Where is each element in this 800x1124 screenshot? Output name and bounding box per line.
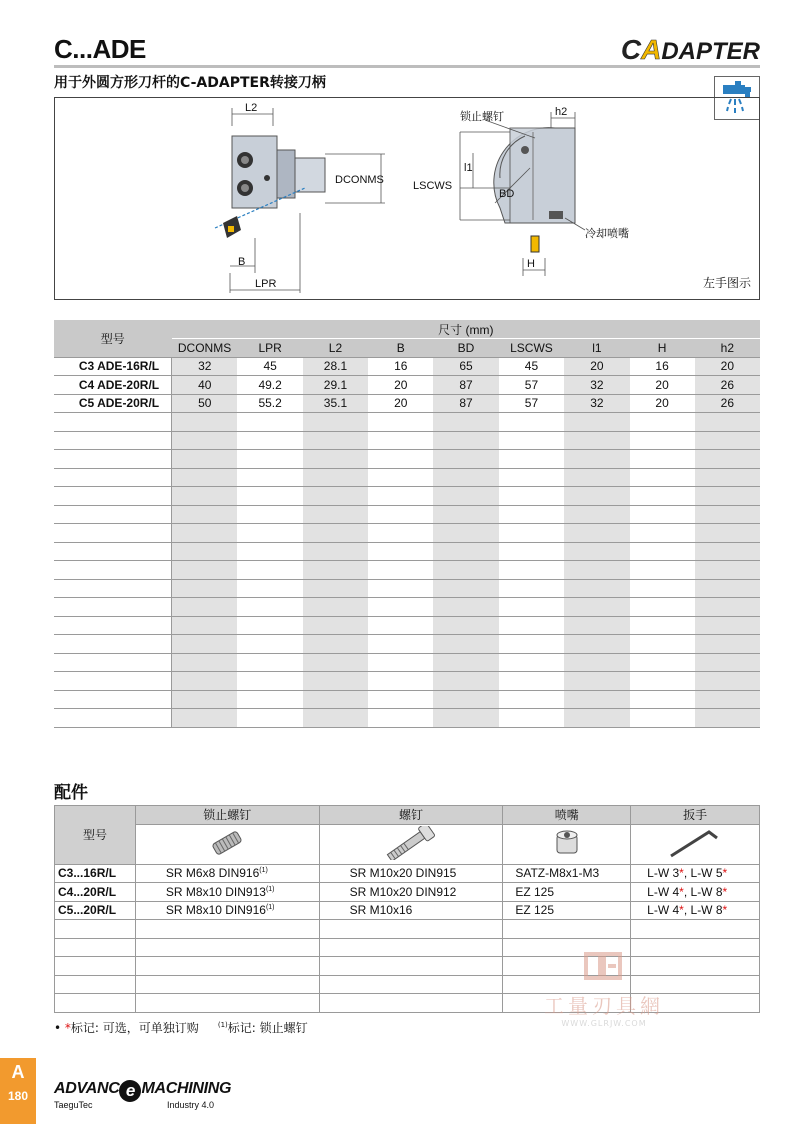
section-letter: A: [11, 1062, 25, 1082]
acc-model-cell: C3...16R/L: [55, 864, 136, 883]
spec-empty-row: [54, 450, 760, 469]
spec-value-cell: 87: [433, 394, 498, 413]
spec-col-header: l1: [564, 339, 629, 358]
spec-empty-row: [54, 542, 760, 561]
acc-empty-row: [55, 920, 760, 939]
spec-value-cell: 32: [564, 376, 629, 395]
spec-value-cell: 28.1: [303, 357, 368, 376]
spec-col-header: BD: [433, 339, 498, 358]
set-screw-icon: [135, 824, 319, 864]
spec-value-cell: 57: [499, 376, 565, 395]
spec-col-header: LSCWS: [499, 339, 565, 358]
spec-col-header: B: [368, 339, 433, 358]
acc-nozzle-cell: EZ 125: [503, 883, 631, 902]
spec-empty-row: [54, 431, 760, 450]
acc-lock-screw-cell: SR M8x10 DIN913$^{(1)}$: [135, 883, 319, 902]
acc-row: [55, 864, 760, 883]
page-subtitle: 用于外圆方形刀杆的C-ADAPTER转接刀柄: [54, 75, 326, 91]
spec-value-cell: 45: [237, 357, 302, 376]
spec-empty-row: [54, 690, 760, 709]
acc-wrench-cell: L-W 4*, L-W 8*: [631, 901, 760, 920]
spec-value-cell: 55.2: [237, 394, 302, 413]
spec-value-cell: 20: [630, 376, 695, 395]
acc-nozzle-cell: SATZ-M8x1-M3: [503, 864, 631, 883]
spec-empty-row: [54, 598, 760, 617]
label-lscws: LSCWS: [413, 180, 453, 192]
spec-empty-row: [54, 579, 760, 598]
spec-value-cell: 57: [499, 394, 565, 413]
label-l1: l1: [464, 162, 473, 174]
spec-value-cell: 20: [368, 376, 433, 395]
spec-col-header: DCONMS: [172, 339, 238, 358]
spec-value-cell: 35.1: [303, 394, 368, 413]
spec-value-cell: 45: [499, 357, 565, 376]
label-l2: L2: [245, 102, 258, 114]
acc-col-nozzle: 喷嘴: [503, 806, 631, 825]
spec-value-cell: 20: [564, 357, 629, 376]
spec-value-cell: 20: [630, 394, 695, 413]
watermark-logo: [538, 950, 670, 990]
spec-value-cell: 20: [368, 394, 433, 413]
spec-empty-row: [54, 653, 760, 672]
title-divider: [54, 65, 760, 68]
watermark: [538, 950, 670, 1028]
acc-nozzle-cell: EZ 125: [503, 901, 631, 920]
spec-empty-row: [54, 561, 760, 580]
advance-machining-logo: ADVANC e MACHINING TaeguTec Industry 4.0: [54, 1080, 232, 1110]
acc-screw-cell: SR M10x16: [319, 901, 503, 920]
spec-value-cell: 16: [368, 357, 433, 376]
acc-model-cell: C4...20R/L: [55, 883, 136, 902]
spec-value-cell: 20: [695, 357, 760, 376]
spec-empty-row: [54, 635, 760, 654]
spec-value-cell: 50: [172, 394, 238, 413]
section-tab: [0, 1058, 36, 1124]
acc-row: [55, 883, 760, 902]
label-bd: BD: [499, 188, 515, 200]
watermark-url: WWW.GLRJW.COM: [561, 1019, 647, 1028]
label-h: H: [527, 258, 535, 270]
spec-empty-row: [54, 413, 760, 432]
label-lock-screw: 锁止螺钉: [460, 111, 504, 123]
spec-size-header: 尺寸 (mm): [172, 320, 760, 339]
acc-col-lock-screw: 锁止螺钉: [135, 806, 319, 825]
spec-value-cell: 40: [172, 376, 238, 395]
spec-empty-row: [54, 487, 760, 506]
c-adapter-logo: CADAPTER: [620, 34, 760, 65]
page-number: 180: [7, 1089, 29, 1103]
acc-model-header: 型号: [55, 806, 136, 865]
spec-value-cell: 49.2: [237, 376, 302, 395]
spec-row: [54, 394, 760, 413]
spec-col-header: H: [630, 339, 695, 358]
hex-wrench-icon: [631, 824, 760, 864]
label-coolant-nozzle: 冷却喷嘴: [585, 228, 629, 240]
label-b: B: [238, 256, 246, 268]
acc-screw-cell: SR M10x20 DIN912: [319, 883, 503, 902]
dimension-diagram: [54, 97, 760, 300]
spec-value-cell: 87: [433, 376, 498, 395]
accessories-title: 配件: [54, 783, 88, 803]
label-lpr: LPR: [255, 278, 277, 290]
spec-model-cell: C5 ADE-20R/L: [54, 394, 172, 413]
spec-empty-row: [54, 616, 760, 635]
spec-model-cell: C4 ADE-20R/L: [54, 376, 172, 395]
acc-lock-screw-cell: SR M8x10 DIN916$^{(1)}$: [135, 901, 319, 920]
spec-table: [54, 320, 760, 728]
acc-row: [55, 901, 760, 920]
acc-wrench-cell: L-W 3*, L-W 5*: [631, 864, 760, 883]
spec-empty-row: [54, 524, 760, 543]
spec-model-cell: C3 ADE-16R/L: [54, 357, 172, 376]
page-title: C...ADE: [54, 34, 146, 64]
spec-col-header: h2: [695, 339, 760, 358]
spec-value-cell: 32: [172, 357, 238, 376]
acc-col-screw: 螺钉: [319, 806, 503, 825]
spec-empty-row: [54, 505, 760, 524]
label-h2: h2: [555, 106, 568, 118]
left-hand-view-note: 左手图示: [702, 276, 751, 290]
acc-wrench-cell: L-W 4*, L-W 8*: [631, 883, 760, 902]
adapter-drawing: [55, 98, 761, 301]
spec-model-header: 型号: [54, 320, 172, 357]
acc-model-cell: C5...20R/L: [55, 901, 136, 920]
spec-value-cell: 26: [695, 376, 760, 395]
spec-empty-row: [54, 709, 760, 728]
spec-value-cell: 16: [630, 357, 695, 376]
cap-screw-icon: [319, 824, 503, 864]
spec-col-header: LPR: [237, 339, 302, 358]
spec-value-cell: 26: [695, 394, 760, 413]
acc-screw-cell: SR M10x20 DIN915: [319, 864, 503, 883]
watermark-text: 工量刃具網: [544, 994, 664, 1018]
spec-col-header: L2: [303, 339, 368, 358]
acc-lock-screw-cell: SR M6x8 DIN916$^{(1)}$: [135, 864, 319, 883]
footnote: • *标记: 可选，可单独订购 $^{(1)}$标记: 锁止螺钉: [54, 1021, 308, 1035]
spec-empty-row: [54, 672, 760, 691]
spec-empty-row: [54, 468, 760, 487]
spec-row: [54, 376, 760, 395]
spec-row: [54, 357, 760, 376]
nozzle-icon: [503, 824, 631, 864]
acc-col-wrench: 扳手: [631, 806, 760, 825]
spec-value-cell: 29.1: [303, 376, 368, 395]
spec-value-cell: 32: [564, 394, 629, 413]
label-dconms: DCONMS: [335, 174, 384, 186]
spec-value-cell: 65: [433, 357, 498, 376]
